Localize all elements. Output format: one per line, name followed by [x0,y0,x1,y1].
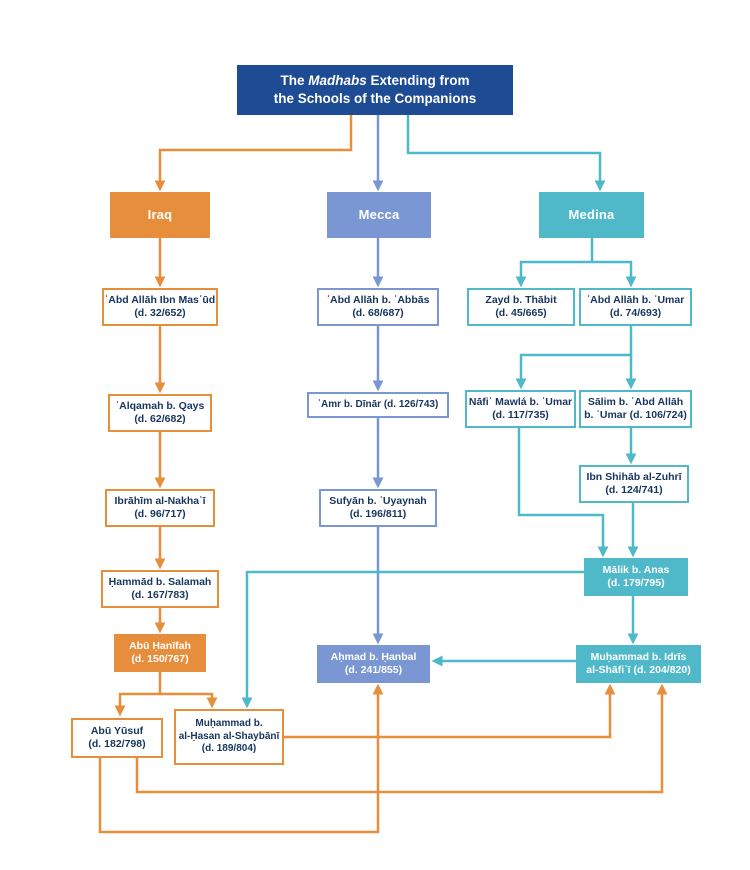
node-shaybani: Muḥammad b. al-Ḥasan al-Shaybānī (d. 189/804) [174,709,284,765]
node-abu-yusuf: Abū Yūsuf (d. 182/798) [71,718,163,758]
node-shafii: Muḥammad b. Idrīs al-Shāfiʿī (d. 204/820) [576,645,701,683]
edge-ibnumar-nafi [521,326,631,385]
node-abu-hanifah: Abū Ḥanīfah (d. 150/767) [114,634,206,672]
node-ibrahim-nakhai: Ibrāhīm al-Nakhaʿī (d. 96/717) [105,489,215,527]
node-ibn-umar: ʿAbd Allāh b. ʿUmar (d. 74/693) [579,288,692,326]
branch-header-mecca: Mecca [327,192,431,238]
node-hammad: Ḥammād b. Salamah (d. 167/783) [101,570,219,608]
node-amr-dinar: ʿAmr b. Dīnār (d. 126/743) [307,392,449,418]
node-ibn-masud: ʿAbd Allāh Ibn Masʿūd (d. 32/652) [102,288,218,326]
node-malik: Mālik b. Anas (d. 179/795) [584,558,688,596]
diagram-title [237,65,513,115]
node-alqamah: ʿAlqamah b. Qays (d. 62/682) [108,394,212,432]
title-line-1: The Madhabs Extending from [280,72,470,88]
branch-header-medina: Medina [539,192,644,238]
edge-medina-ibnumar [592,262,631,283]
node-zayd: Zayd b. Thābit (d. 45/665) [467,288,575,326]
node-salim: Sālim b. ʿAbd Allāh b. ʿUmar (d. 106/724) [579,390,692,428]
node-ahmad-hanbal: Aḥmad b. Ḥanbal (d. 241/855) [317,645,430,683]
edge-title-medina [408,115,600,187]
node-ibn-shihab: Ibn Shihāb al-Zuhrī (d. 124/741) [579,465,689,503]
node-sufyan: Sufyān b. ʿUyaynah (d. 196/811) [319,489,437,527]
branch-header-iraq: Iraq [110,192,210,238]
node-ibn-abbas: ʿAbd Allāh b. ʿAbbās (d. 68/687) [317,288,439,326]
edge-title-iraq [160,115,351,187]
edge-abuhanifah-abuyusuf [120,672,160,712]
edge-shaybani-shafii [284,688,610,737]
edge-abuhanifah-shaybani [160,694,212,704]
node-nafi: Nāfiʿ Mawlá b. ʿUmar (d. 117/735) [465,390,576,428]
title-line-2: the Schools of the Companions [273,91,477,106]
edge-medina-zayd [521,238,592,283]
edge-malik-shaybani [247,572,584,704]
